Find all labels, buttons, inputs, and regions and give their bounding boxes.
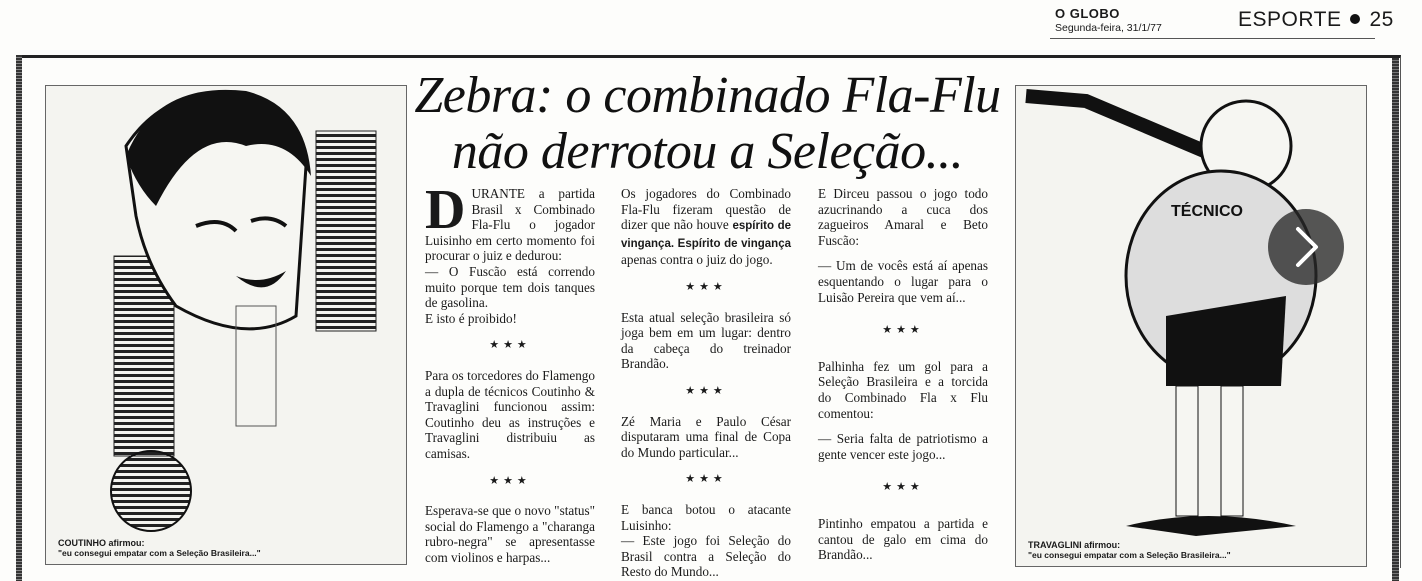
paragraph: Palhinha fez um gol para a Seleção Brasileira e a torcida do Combinado Fla x Flu comentou: [818, 358, 988, 421]
headline [410, 68, 1005, 180]
caption-quote: "eu consegui empatar com a Seleção Brasileira..." [1028, 550, 1231, 560]
paragraph-text: apenas contra o juiz do jogo. [621, 252, 773, 268]
caption-quote: "eu consegui empatar com a Seleção Brasileira..." [58, 548, 261, 558]
star-separator: ★★★ [489, 339, 531, 352]
paragraph: — O Fuscão está correndo muito porque tem dois tanques de gasolina. [425, 263, 595, 311]
paragraph: Esta atual seleção brasileira só joga bem em um lugar: dentro da cabeça do treinador Brandão. [621, 309, 791, 372]
newspaper-name: O GLOBO [1055, 6, 1120, 21]
caricature-exclamation-illustration [46, 86, 406, 564]
paragraph: — Um de vocês está aí apenas esquentando o lugar para o Luisão Pereira que vem aí... [818, 258, 988, 305]
bullet-dot [1350, 14, 1360, 24]
star-separator: ★★★ [685, 473, 727, 486]
page-number: 25 [1369, 8, 1394, 31]
section-name: ESPORTE [1238, 8, 1342, 31]
paragraph: Esperava-se que o novo "status" social do Flamengo a "charanga rubro-negra" se apresentasse com violinos e harpas... [425, 503, 595, 565]
paragraph: URANTE a partida Brasil x Combinado Fla-Flu o jogador Luisinho em certo momento foi procurar o juiz e dedurou: [425, 186, 595, 264]
star-separator: ★★★ [882, 481, 924, 494]
paragraph: E banca botou o atacante Luisinho: [621, 501, 791, 533]
headline-line-2: não derrotou a Seleção... [451, 123, 964, 180]
cartoon-travaglini [1015, 85, 1367, 567]
paragraph: E isto é proibido! [425, 310, 517, 326]
star-separator: ★★★ [489, 474, 531, 487]
paragraph-text: Os jogadores do Combinado Fla-Flu fizeram questão de dizer que não houve [621, 186, 791, 233]
paragraph: Pintinho empatou a partida e cantou de galo em cima do Brandão... [818, 515, 988, 563]
caption-speaker: TRAVAGLINI afirmou: [1028, 540, 1121, 550]
star-separator: ★★★ [685, 280, 727, 293]
paragraph: Zé Maria e Paulo César disputaram uma final de Copa do Mundo particular... [621, 413, 791, 460]
star-separator: ★★★ [882, 324, 924, 337]
header-rule [1050, 38, 1375, 39]
caricature-coach-illustration [1016, 86, 1366, 566]
star-separator: ★★★ [685, 384, 727, 397]
article-column-1 [425, 179, 595, 565]
headline-line-1: Zebra: o combinado Fla-Flu [414, 67, 1001, 124]
drop-cap: D [425, 179, 466, 241]
paragraph: — Este jogo foi Seleção do Brasil contra a Seleção do Resto do Mundo... [621, 533, 791, 580]
chevron-right-icon [1268, 209, 1344, 285]
paragraph: Para os torcedores do Flamengo a dupla de técnicos Coutinho & Travaglini funcionou assim: Coutinho deu as instruções e Travaglini distribuiu as camisas. [425, 367, 595, 461]
issue-date: Segunda-feira, 31/1/77 [1055, 22, 1162, 34]
paragraph: — Seria falta de patriotismo a gente vencer este jogo... [818, 431, 988, 462]
cartoon-caption-right [1028, 540, 1231, 560]
shirt-text: TÉCNICO [1171, 203, 1243, 220]
paragraph: E Dirceu passou o jogo todo azucrinando a cuca dos zagueiros Amaral e Beto Fuscão: [818, 186, 988, 248]
caption-speaker: COUTINHO afirmou: [58, 538, 145, 548]
cartoon-caption-left [58, 538, 261, 558]
section-page-label [1238, 8, 1394, 32]
article-column-2 [621, 186, 791, 580]
next-page-button[interactable] [1268, 209, 1344, 285]
paragraph-bold-text: espírito de vingança. Espírito de vingança [621, 220, 792, 250]
cartoon-coutinho [45, 85, 407, 565]
article-column-3 [818, 186, 988, 563]
